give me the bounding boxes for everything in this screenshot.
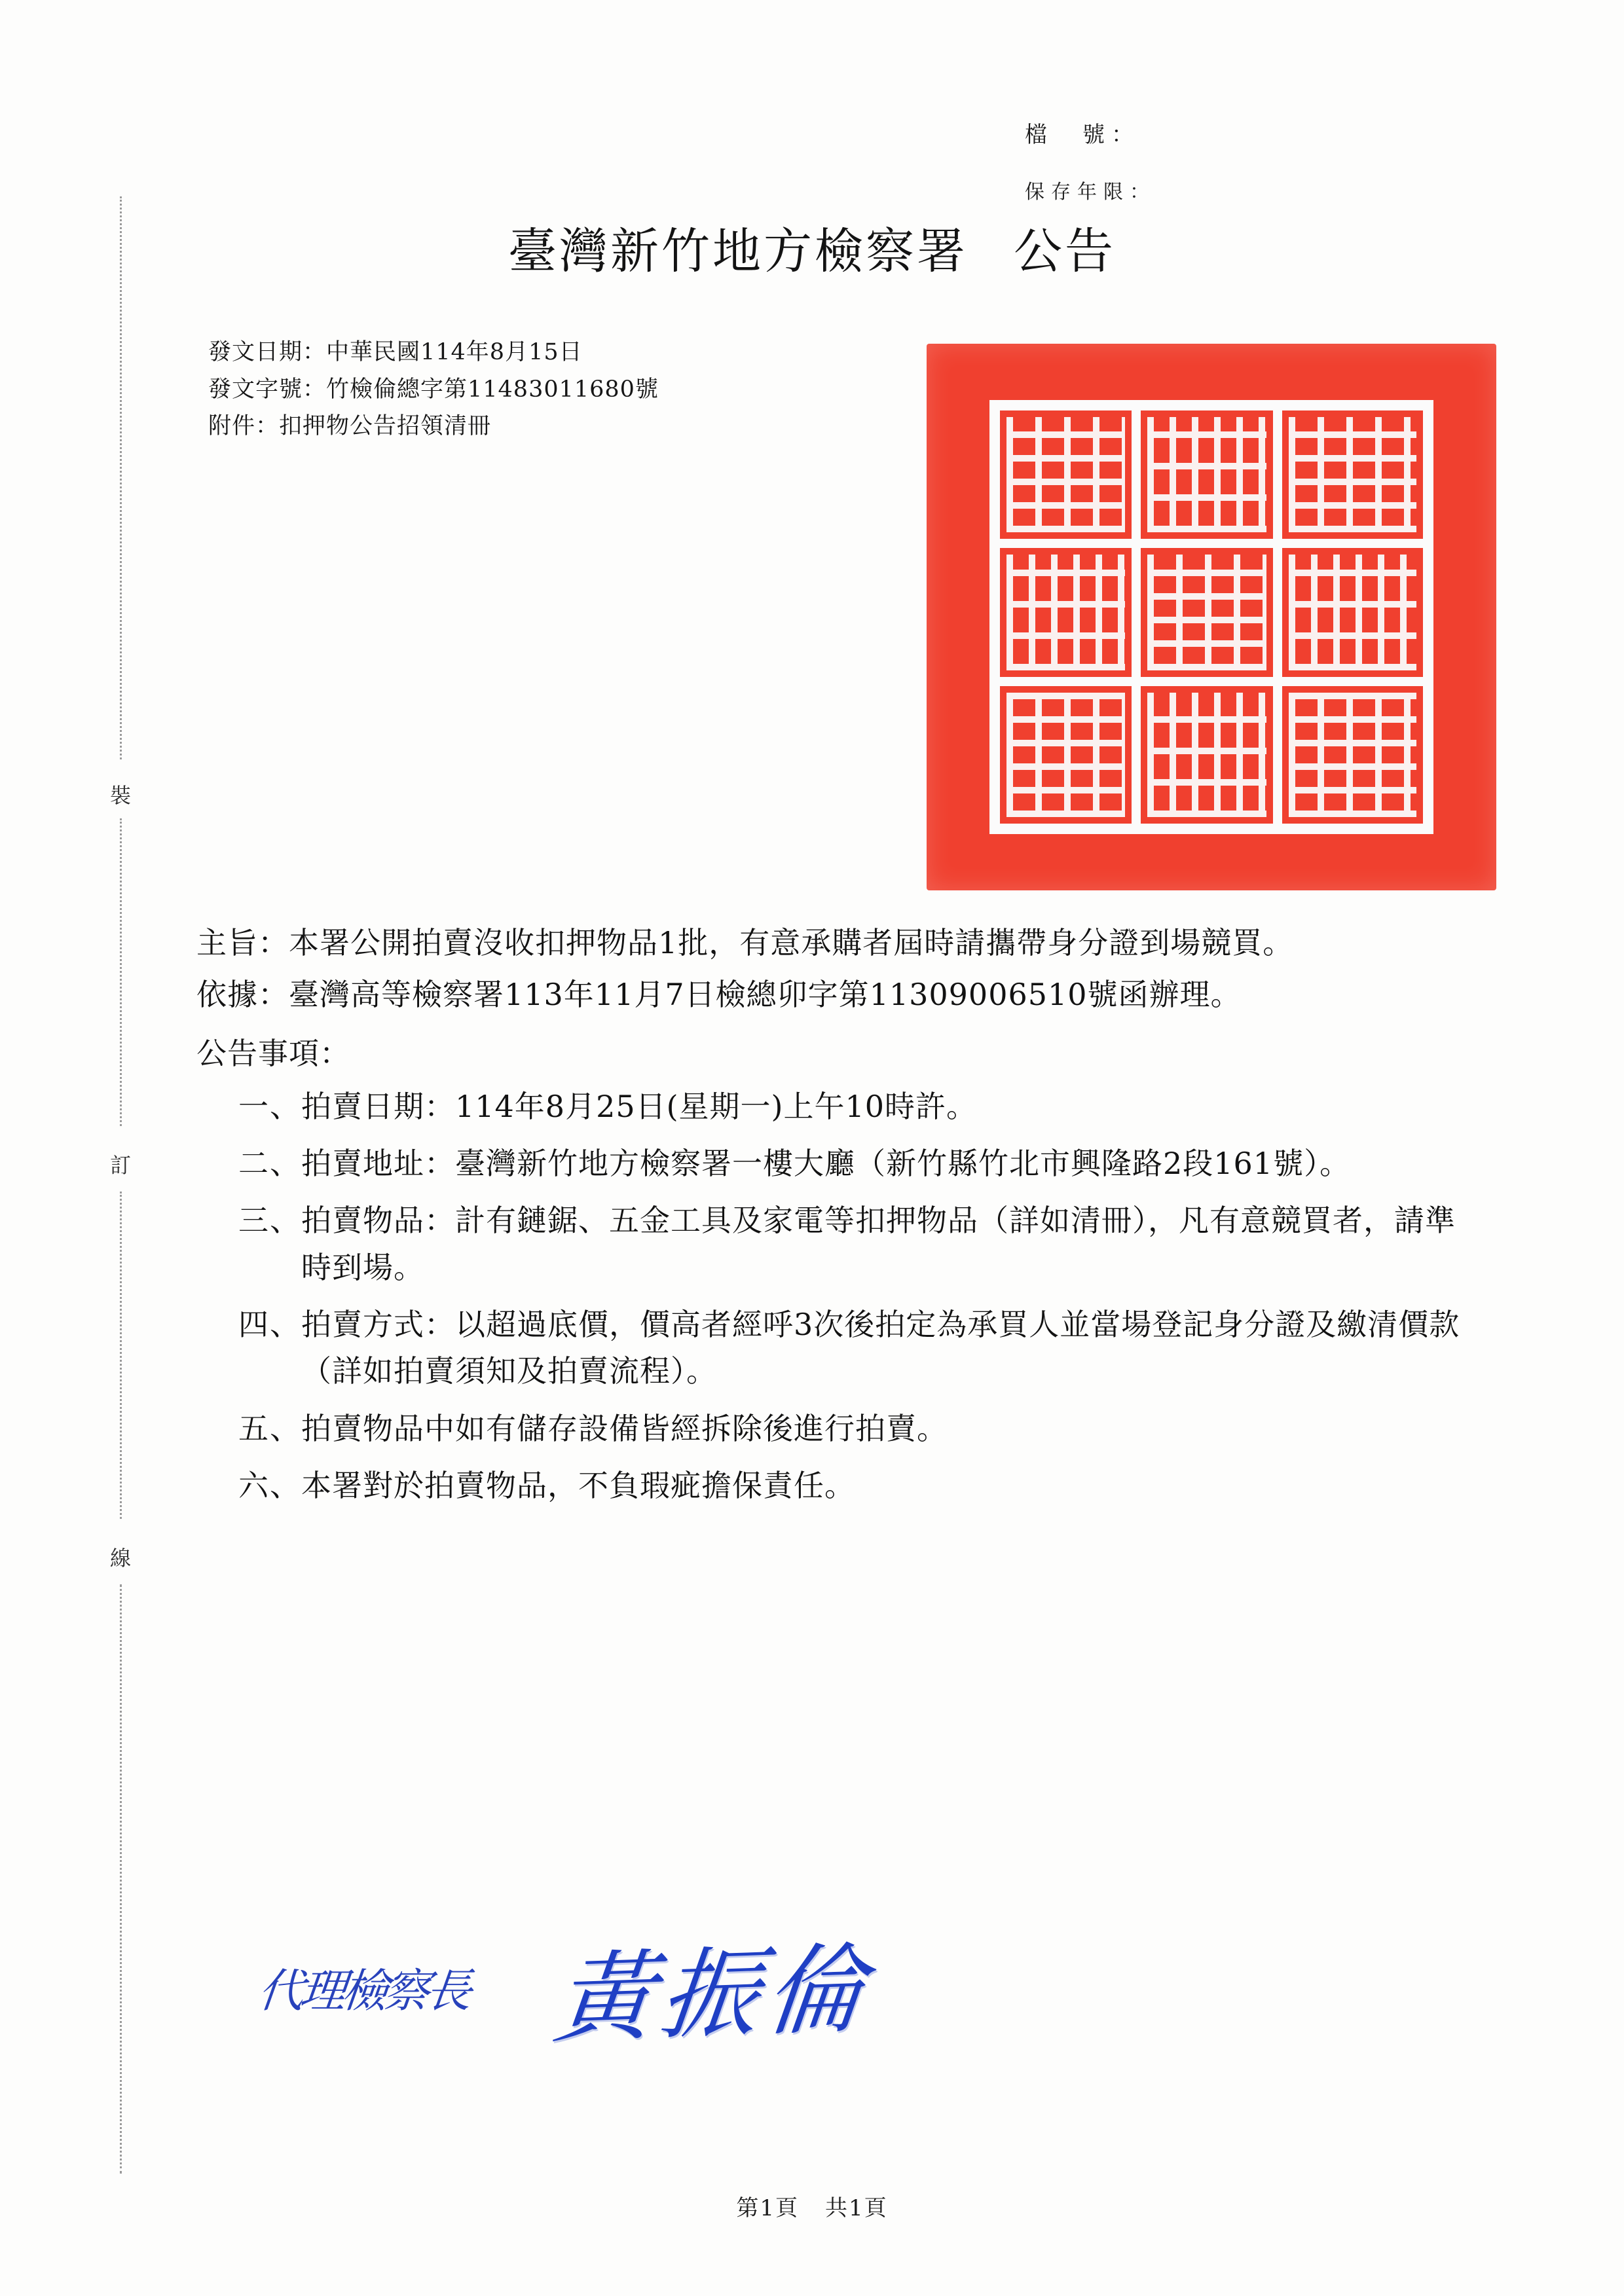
basis-row bbox=[196, 972, 1460, 1018]
list-item-text: 拍賣日期：114年8月25日(星期一)上午10時許。 bbox=[301, 1088, 978, 1124]
document-number: 發文字號：竹檢倫總字第11483011680號 bbox=[208, 376, 659, 403]
seal-glyph bbox=[1006, 555, 1125, 670]
binding-dotted-line bbox=[120, 1192, 123, 1519]
list-item bbox=[196, 1140, 1460, 1187]
list-item bbox=[196, 1084, 1460, 1130]
binding-mark-1: 裝 bbox=[110, 783, 133, 808]
binding-dotted-line bbox=[120, 196, 123, 759]
seal-cell bbox=[1000, 686, 1141, 824]
announcement-items-list bbox=[196, 1084, 1460, 1509]
retention-period-field bbox=[1025, 175, 1156, 204]
document-meta bbox=[208, 334, 659, 445]
list-item-marker: 二、 bbox=[238, 1146, 301, 1182]
list-item-text: 拍賣物品：計有鏈鋸、五金工具及家電等扣押物品（詳如清冊），凡有意競買者，請準時到場。 bbox=[301, 1203, 1456, 1285]
official-seal-icon bbox=[927, 344, 1496, 890]
signer-title: 代理檢察長 bbox=[255, 1964, 471, 2018]
seal-glyph bbox=[1006, 417, 1125, 532]
subject-label: 主旨： bbox=[196, 925, 289, 960]
page-footer bbox=[0, 2190, 1624, 2222]
archive-number-field bbox=[1025, 117, 1140, 149]
document-body bbox=[196, 920, 1460, 1520]
list-item-text: 拍賣物品中如有儲存設備皆經拆除後進行拍賣。 bbox=[301, 1410, 948, 1446]
signer-name: 黃振倫 bbox=[549, 1932, 877, 2058]
seal-cell bbox=[1282, 548, 1423, 685]
basis-label: 依據： bbox=[196, 977, 289, 1013]
seal-cell bbox=[1282, 686, 1423, 824]
document-type: 公告 bbox=[1014, 223, 1116, 280]
announcement-items-heading: 公告事項： bbox=[196, 1035, 350, 1071]
list-item bbox=[196, 1406, 1460, 1452]
binding-mark-2: 訂 bbox=[110, 1153, 133, 1178]
seal-cell bbox=[1141, 548, 1282, 685]
signature-block bbox=[255, 1915, 1175, 2098]
seal-glyph bbox=[1147, 555, 1266, 670]
list-item-marker: 五、 bbox=[238, 1410, 301, 1446]
subject-row bbox=[196, 920, 1460, 966]
subject-text: 本署公開拍賣沒收扣押物品1批，有意承購者屆時請攜帶身分證到場競買。 bbox=[289, 925, 1294, 960]
current-page: 第1頁 bbox=[736, 2195, 799, 2221]
list-item-marker: 六、 bbox=[238, 1467, 301, 1503]
list-item bbox=[196, 1197, 1460, 1291]
retention-period-label: 保存年限： bbox=[1025, 181, 1156, 204]
total-pages: 共1頁 bbox=[825, 2195, 888, 2221]
issue-date: 發文日期：中華民國114年8月15日 bbox=[208, 339, 583, 365]
binding-dotted-line bbox=[120, 818, 123, 1126]
list-item-text: 拍賣地址：臺灣新竹地方檢察署一樓大廳（新竹縣竹北市興隆路2段161號）。 bbox=[301, 1146, 1351, 1182]
seal-glyph bbox=[1147, 417, 1266, 532]
attachment-note: 附件：扣押物公告招領清冊 bbox=[208, 413, 492, 440]
seal-cell bbox=[1141, 686, 1282, 824]
seal-glyph bbox=[1289, 555, 1416, 670]
archive-number-label: 檔 號： bbox=[1025, 122, 1140, 148]
seal-glyph-grid bbox=[1000, 410, 1423, 824]
binding-dotted-line bbox=[120, 1584, 123, 2174]
page-title bbox=[0, 213, 1624, 282]
seal-cell bbox=[1000, 548, 1141, 685]
list-item-marker: 三、 bbox=[238, 1203, 301, 1239]
seal-cell bbox=[1141, 410, 1282, 548]
issuing-organization: 臺灣新竹地方檢察署 bbox=[508, 223, 968, 280]
seal-glyph bbox=[1289, 417, 1416, 532]
seal-cell bbox=[1282, 410, 1423, 548]
list-item-marker: 四、 bbox=[238, 1307, 301, 1343]
basis-text: 臺灣高等檢察署113年11月7日檢總卯字第11309006510號函辦理。 bbox=[289, 977, 1242, 1013]
list-item bbox=[196, 1302, 1460, 1395]
list-item bbox=[196, 1463, 1460, 1509]
seal-glyph bbox=[1289, 693, 1416, 817]
list-item-text: 拍賣方式：以超過底價，價高者經呼3次後拍定為承買人並當場登記身分證及繳清價款（詳如拍賣須知及拍賣流程）。 bbox=[301, 1307, 1460, 1389]
seal-cell bbox=[1000, 410, 1141, 548]
list-item-text: 本署對於拍賣物品，不負瑕疵擔保責任。 bbox=[301, 1467, 855, 1503]
seal-glyph bbox=[1006, 693, 1125, 817]
list-item-marker: 一、 bbox=[238, 1088, 301, 1124]
binding-mark-3: 線 bbox=[110, 1546, 133, 1571]
seal-glyph bbox=[1147, 693, 1266, 817]
